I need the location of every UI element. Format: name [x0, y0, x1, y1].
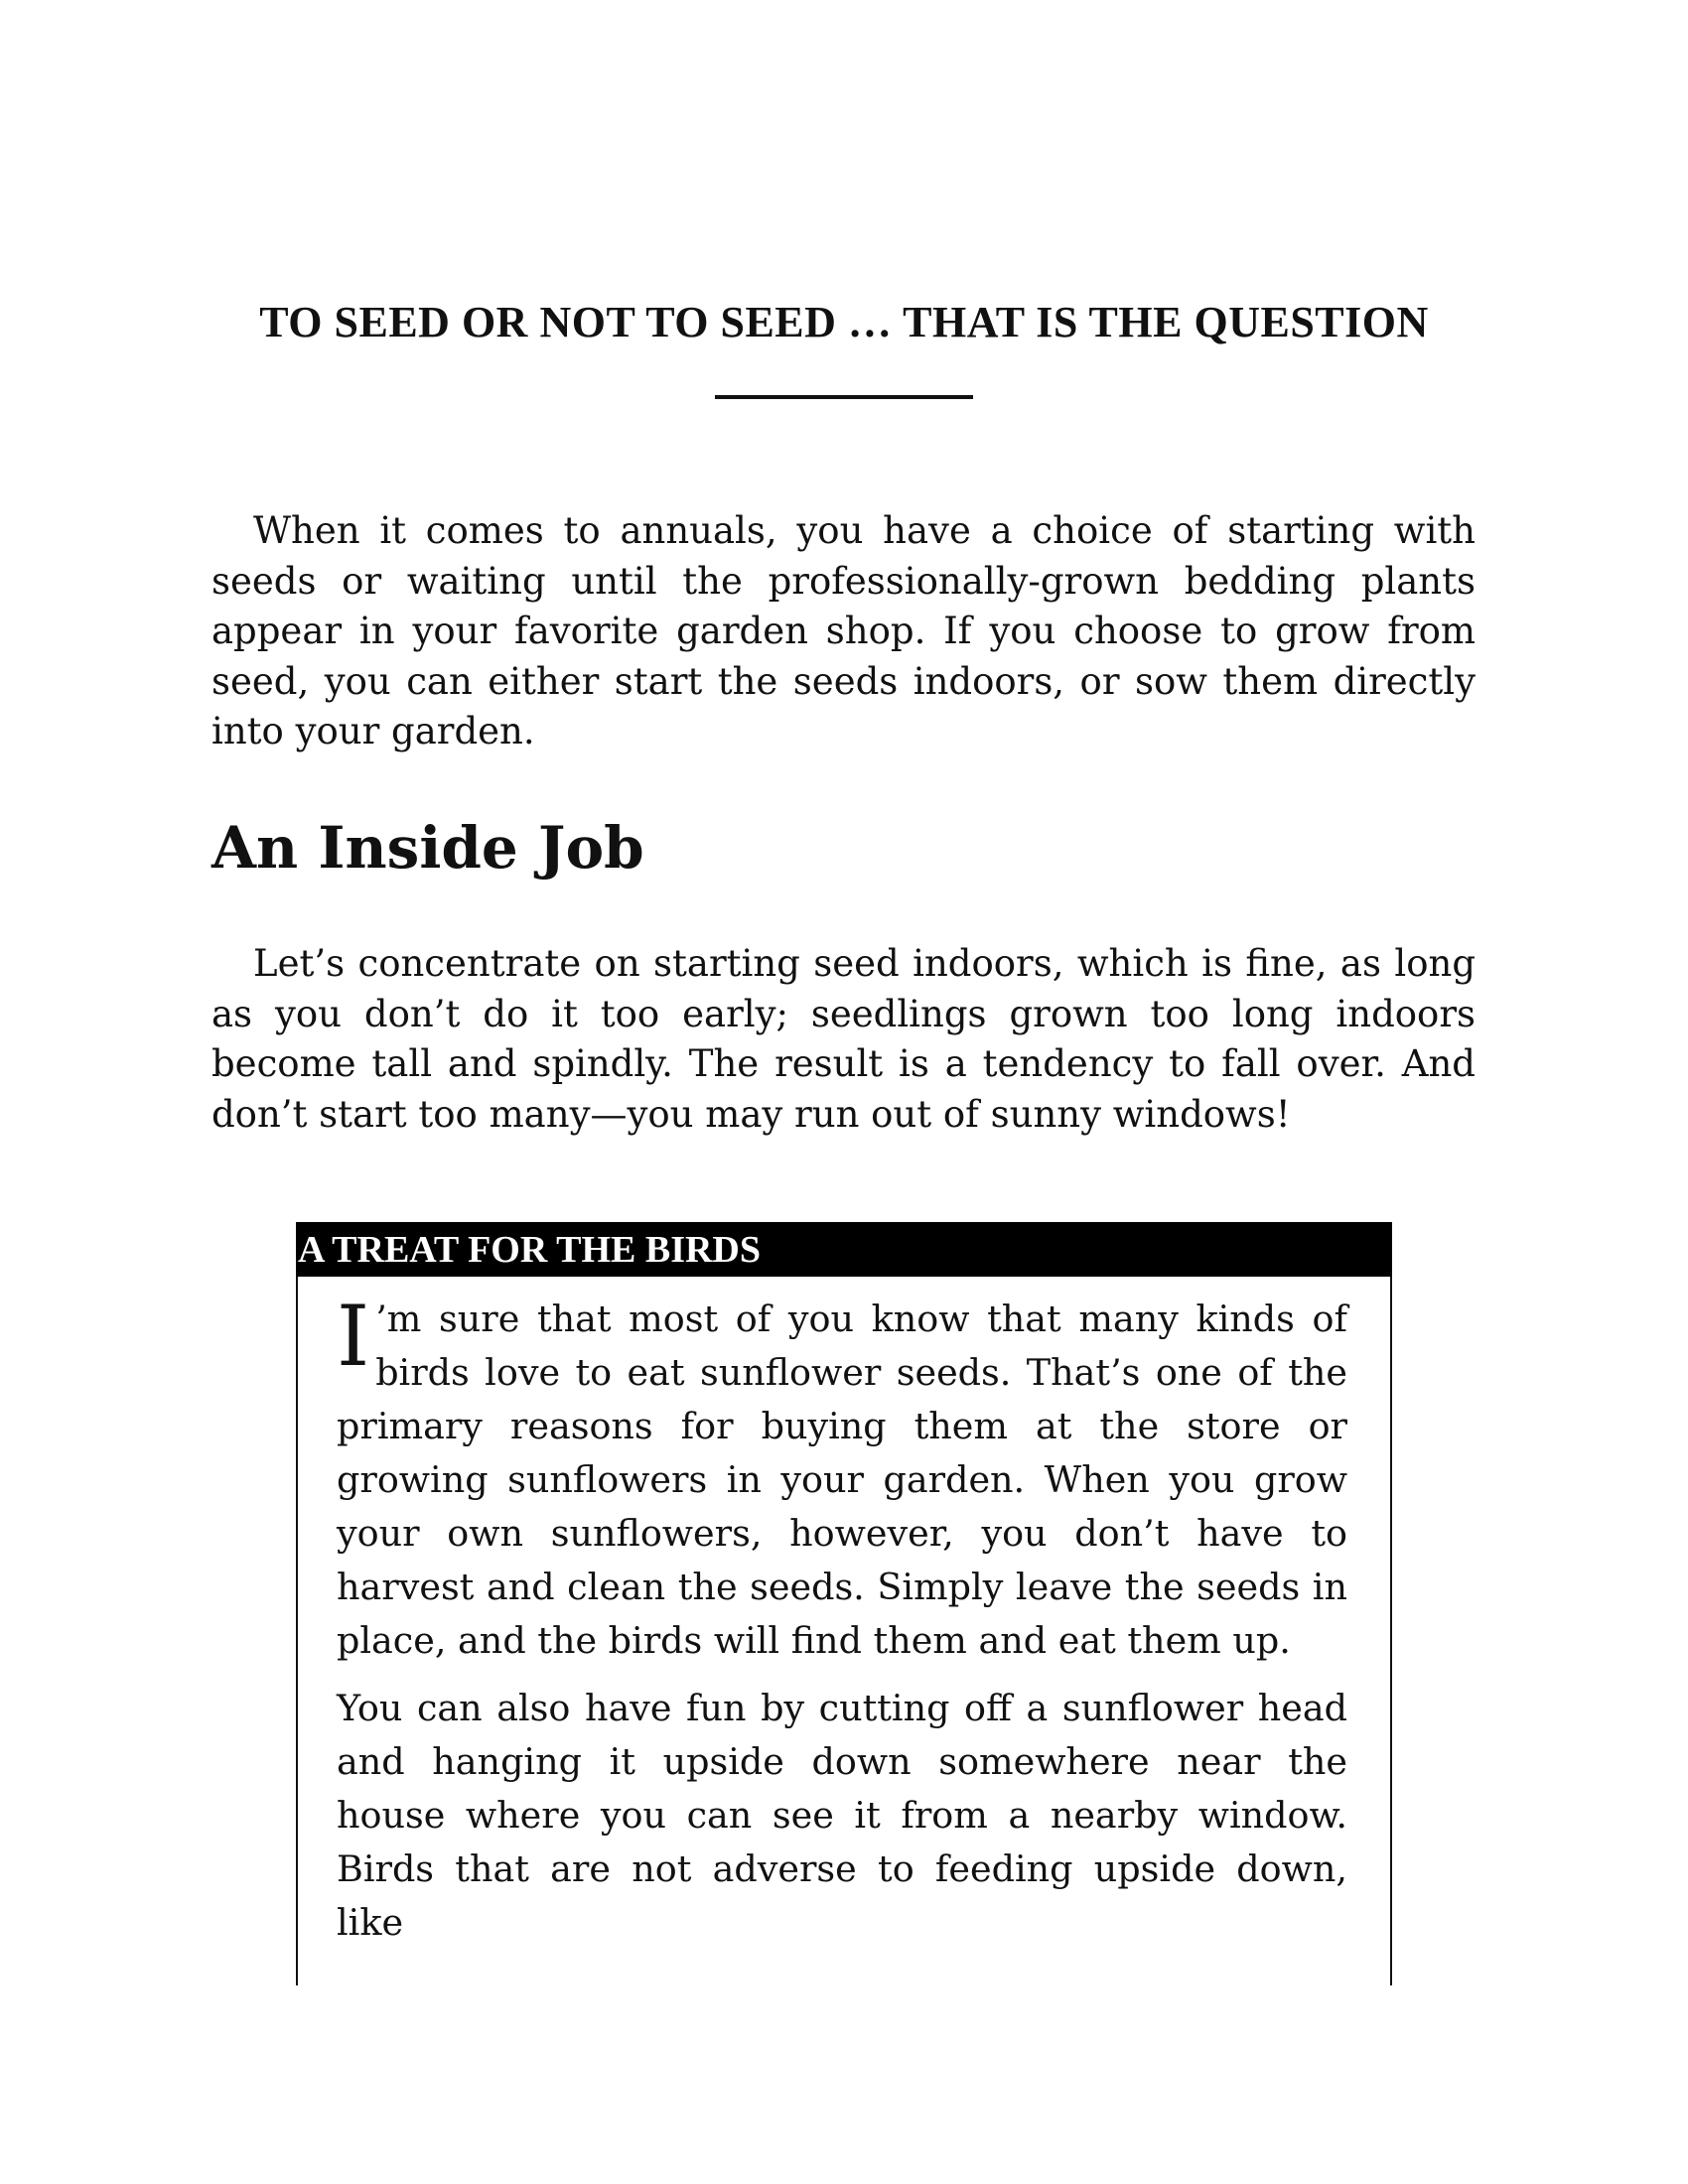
- sidebar-header: A TREAT FOR THE BIRDS: [296, 1222, 1392, 1277]
- sidebar-paragraph-1: [337, 1288, 1347, 1668]
- section-heading: An Inside Job: [211, 814, 644, 882]
- title-divider: [715, 395, 973, 399]
- chapter-title: TO SEED OR NOT TO SEED … THAT IS THE QUESTION: [259, 298, 1429, 346]
- drop-cap: I: [337, 1288, 370, 1385]
- section-paragraph: Let’s concentrate on starting seed indoors, which is fine, as long as you don’t do it too early; seedlings grown too long indoors become tall and spindly. The result is a tendency to fall over. And don’t start too many—you may run out of sunny windows!: [211, 942, 1476, 1136]
- intro-paragraph: When it comes to annuals, you have a choice of starting with seeds or waiting until the professionally-grown bedding plants appear in your favorite garden shop. If you choose to grow from seed, you can either start the seeds indoors, or sow them directly into your garden.: [211, 509, 1476, 752]
- sidebar-paragraph-1-text: ’m sure that most of you know that many kinds of birds love to eat sunflower seeds. That’s one of the primary reasons for buying them at the store or growing sunflowers in your garden. When you grow your own sunflowers, however, you don’t have to harvest and clean the seeds. Simply leave the seeds in place, and the birds will find them and eat them up.: [337, 1297, 1347, 1662]
- sidebar-paragraph-2: You can also have fun by cutting off a sunflower head and hanging it upside down somewhere near the house where you can see it from a nearby window. Birds that are not adverse to feeding upside down, like: [337, 1687, 1347, 1944]
